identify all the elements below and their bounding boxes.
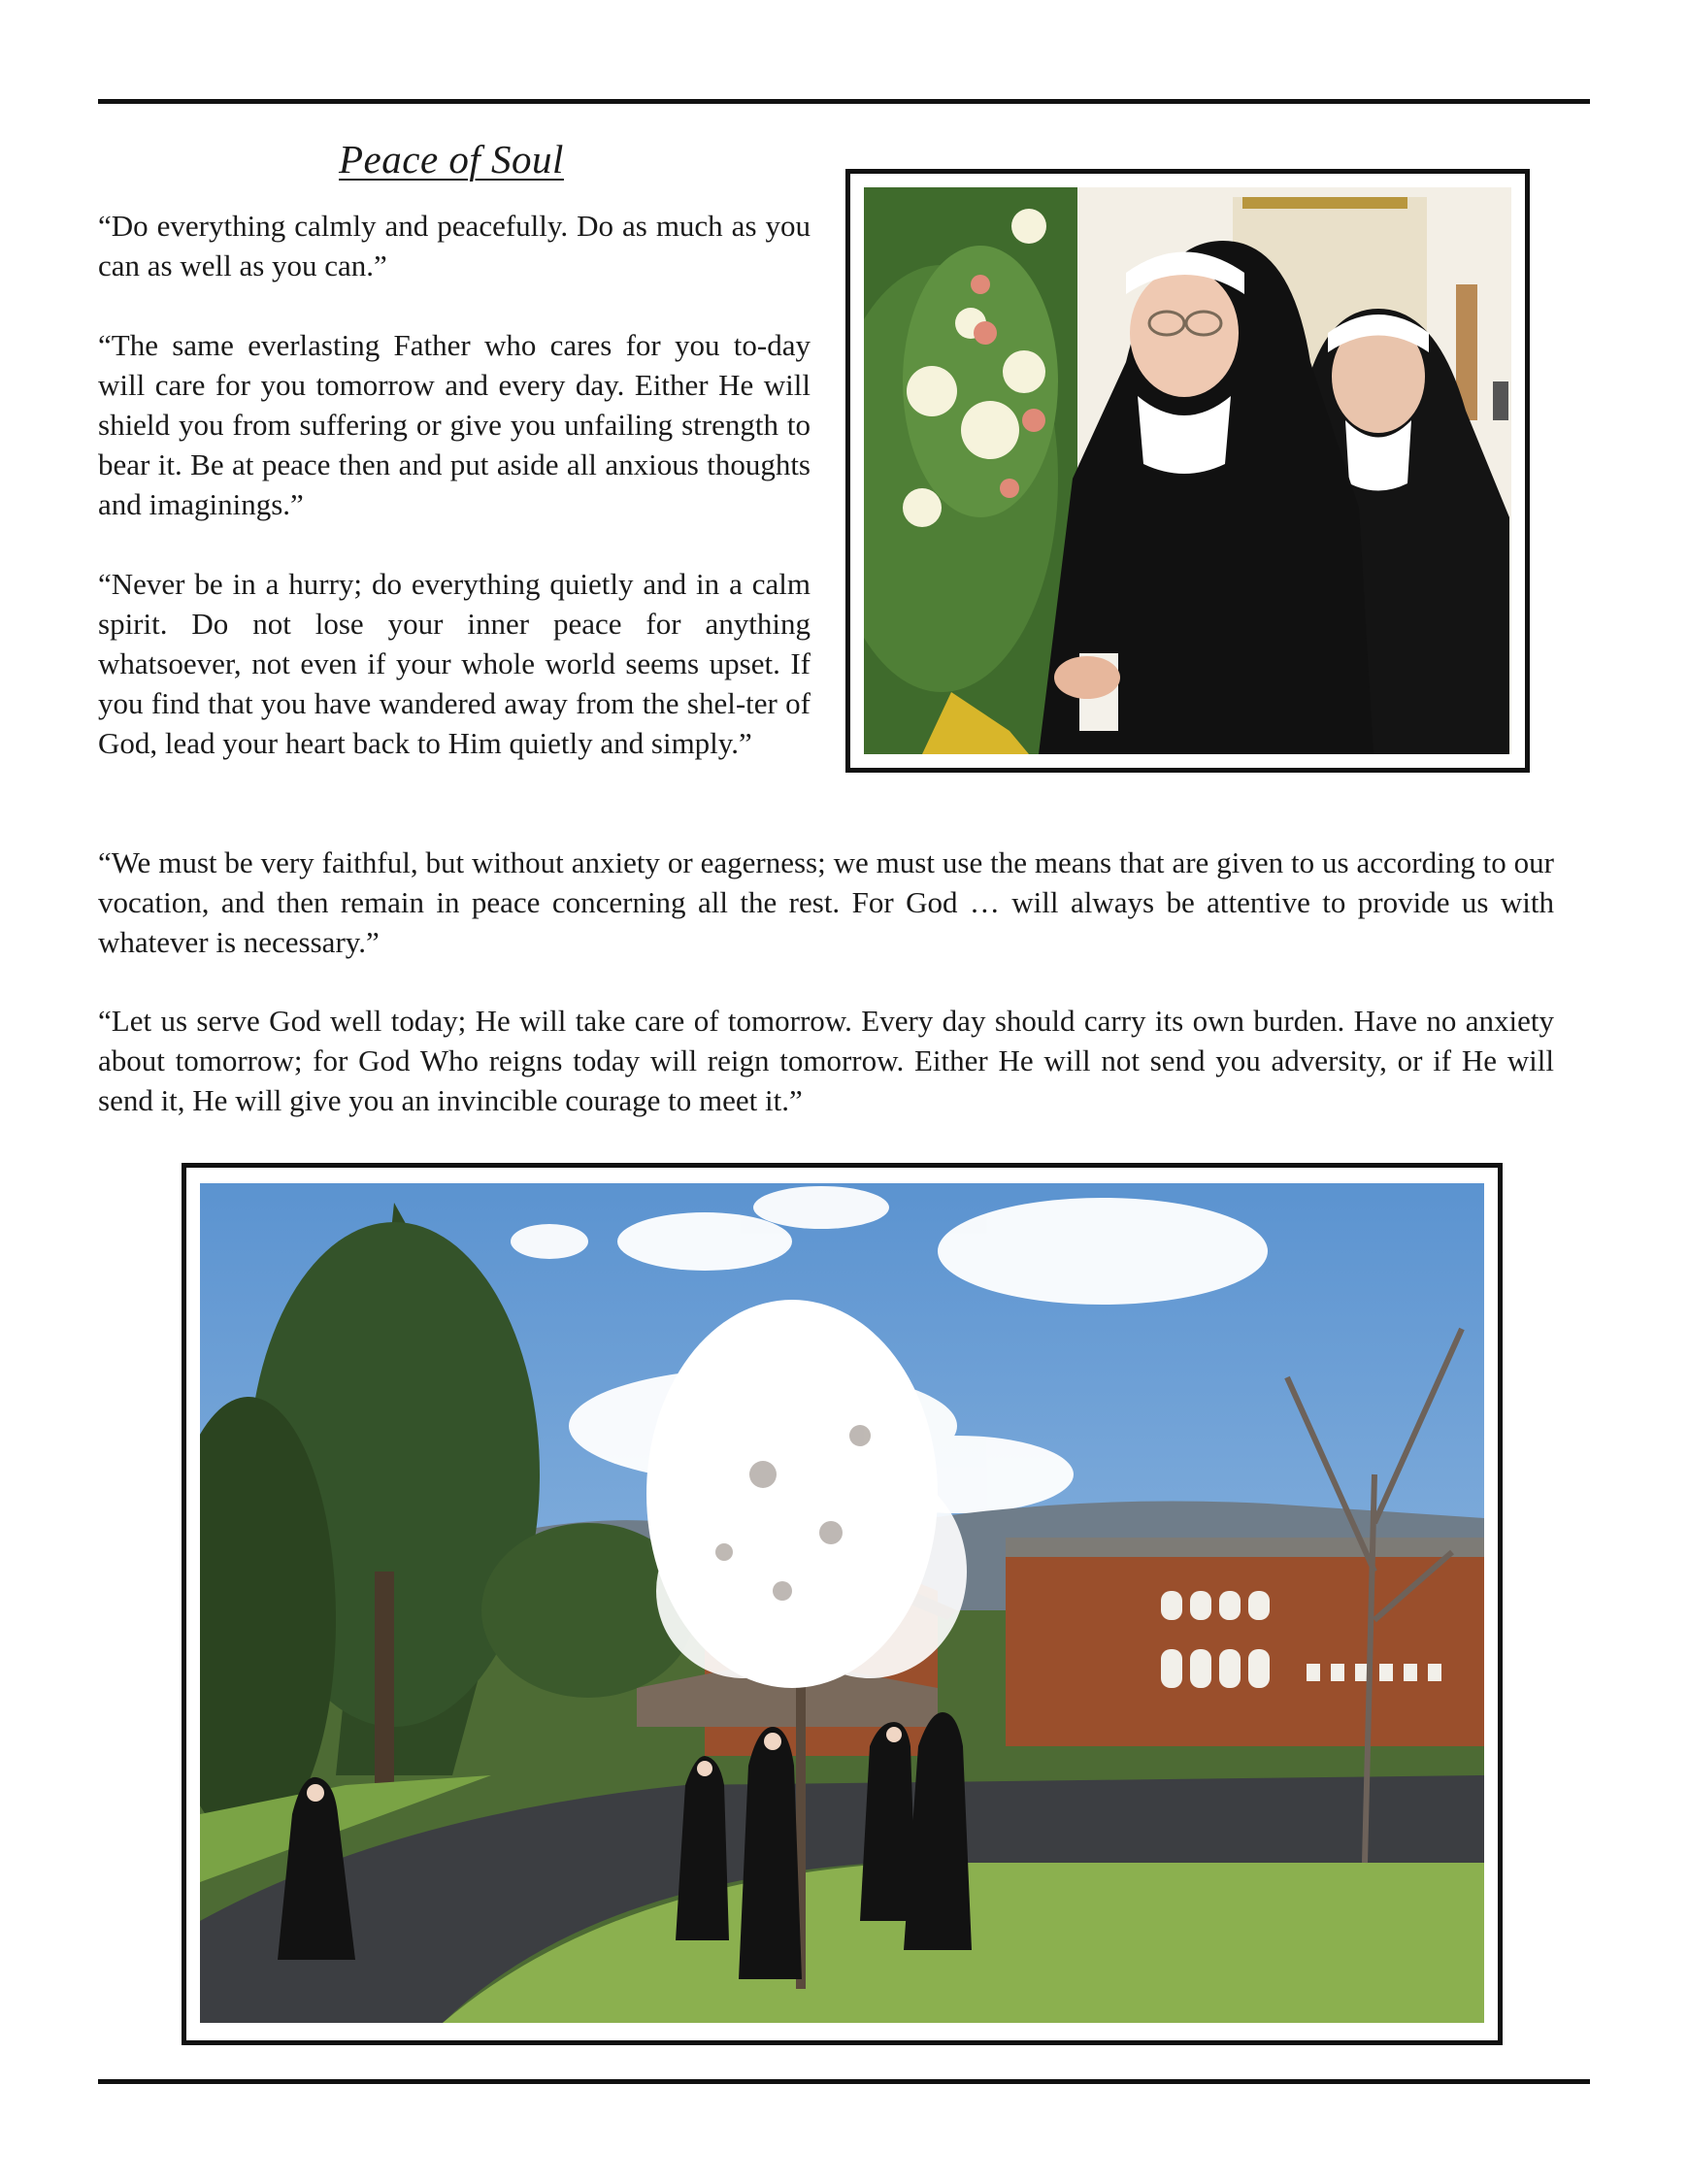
page-title: Peace of Soul [339,137,564,182]
quote-paragraph-4: “We must be very faithful, but without anxiety or eagerness; we must use the means that are given to us according to our vocation, and then remain in peace concerning all the rest. For God … will always be attentive to provide us with whatever is necessary.” [98,845,1554,959]
top-rule [98,99,1590,104]
quote-paragraph-2: “The same everlasting Father who cares for you to-day will care for you tomorrow and every day. Either He will shield you from suffering or give you unfailing strength to bear it. Be at peace then and put aside all anxious thoughts and imaginings.” [98,328,811,521]
sisters-with-lilies-photo [864,187,1511,754]
photo-frame-grounds [182,1163,1503,2045]
photo-frame-sisters [845,169,1530,773]
quote-paragraph-3: “Never be in a hurry; do everything quietly and in a calm spirit. Do not lose your inner peace for anything whatsoever, not even if your whole world seems upset. If you find that you have wandered away from the shel-ter of God, lead your heart back to Him quietly and simply.” [98,567,811,760]
quote-paragraph-5: “Let us serve God well today; He will take care of tomorrow. Every day should carry its own burden. Have no anxiety about tomorrow; for God Who reigns today will reign tomorrow. Either He will not send you adversity, or if He will send it, He will give you an invincible courage to meet it.” [98,1004,1554,1117]
quote-paragraph-1: “Do everything calmly and peacefully. Do as much as you can as well as you can.” [98,209,811,282]
bottom-rule [98,2079,1590,2084]
monastery-grounds-photo [200,1183,1484,2023]
